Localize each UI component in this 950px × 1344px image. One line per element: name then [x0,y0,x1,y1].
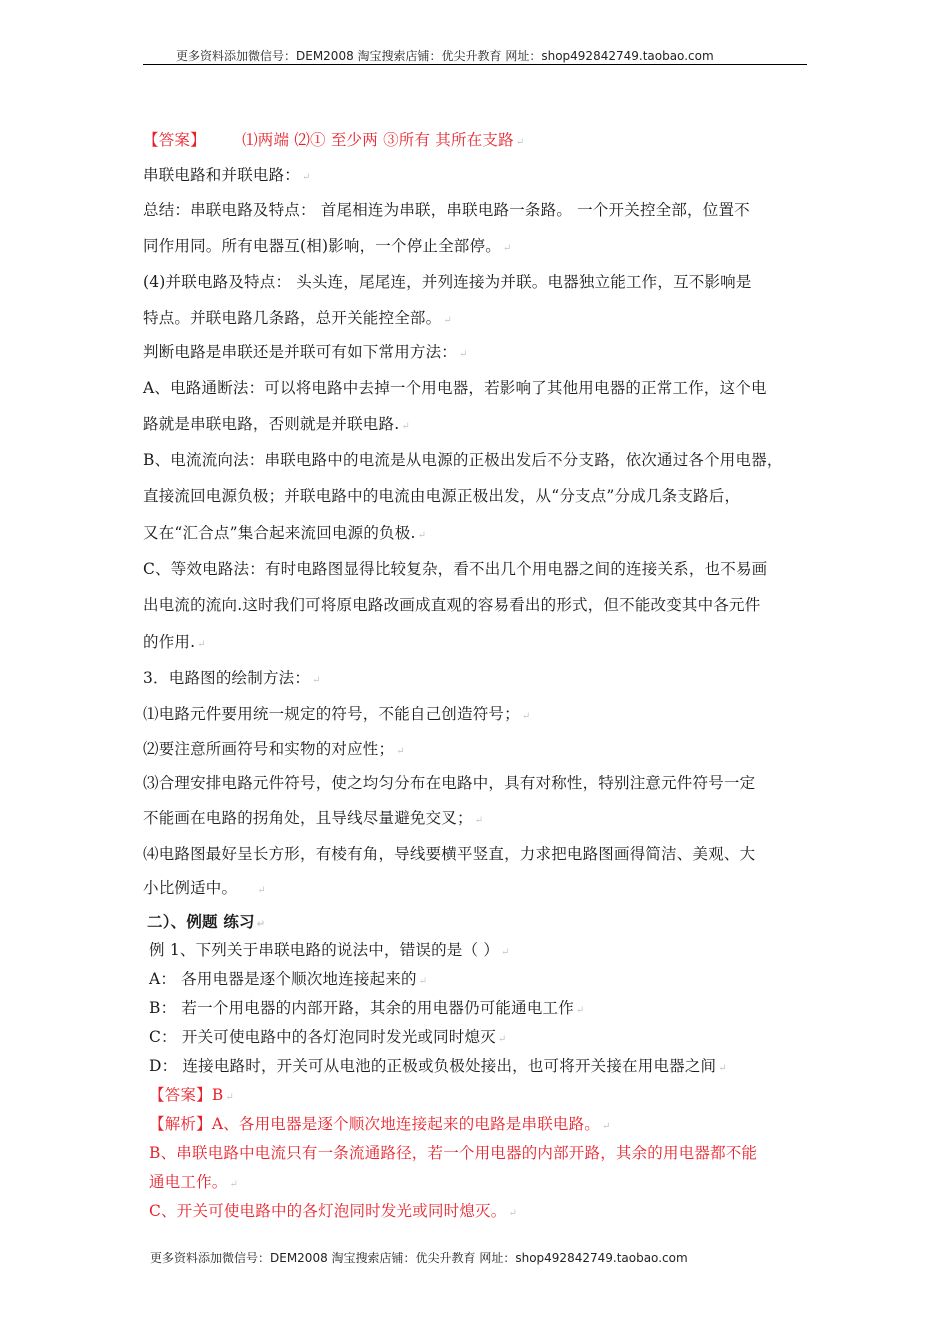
header-rule [143,64,807,65]
body-line: A、电路通断法：可以将电路中去掉一个用电器，若影响了其他用电器的正常工作，这个电 [143,379,767,397]
body-line: C、等效电路法：有时电路图显得比较复杂，看不出几个用电器之间的连接关系，也不易画 [143,560,768,578]
analysis-b: B、串联电路中电流只有一条流通路径，若一个用电器的内部开路，其余的用电器都不能 [149,1144,758,1162]
body-line: 特点。并联电路几条路，总开关能控全部。 ↵ [143,309,452,327]
body-line: 判断电路是串联还是并联可有如下常用方法： ↵ [143,343,468,361]
body-line: 直接流回电源负极；并联电路中的电流由电源正极出发，从“分支点”分成几条支路后， [143,487,741,505]
body-line: ⑴电路元件要用统一规定的符号，不能自己创造符号； ↵ [143,705,531,723]
section-title: 二）、例题 练习 ↵ [147,913,266,931]
body-line: 出电流的流向.这时我们可将原电路改画成直观的容易看出的形式，但不能改变其中各元件 [143,596,761,614]
answer-block-1: 【答案】 ⑴两端 ⑵① 至少两 ③所有 其所在支路 ↵ [143,131,525,149]
analysis-b-cont: 通电工作。 ↵ [149,1173,239,1191]
analysis-c: C、开关可使电路中的各灯泡同时发光或同时熄灭。 ↵ [149,1202,518,1220]
body-line: 串联电路和并联电路： ↵ [143,166,311,184]
example-question: 例 1、下列关于串联电路的说法中，错误的是（ ） ↵ [149,941,510,959]
answer-text: ⑴两端 ⑵① 至少两 ③所有 其所在支路 [242,131,514,149]
body-line: 同作用同。所有电器互(相)影响，一个停止全部停。 ↵ [143,237,512,255]
body-line: ⑵要注意所画符号和实物的对应性； ↵ [143,740,405,758]
body-line: 小比例适中。 ↵ [143,879,266,897]
option-a: A： 各用电器是逐个顺次地连接起来的 ↵ [149,970,428,988]
page-footer: 更多资料添加微信号：DEM2008 淘宝搜索店铺：优尖升教育 网址：shop492842749.taobao.com [150,1251,688,1265]
answer-block-2: 【答案】B ↵ [149,1086,234,1104]
page-header: 更多资料添加微信号：DEM2008 淘宝搜索店铺：优尖升教育 网址：shop492842749.taobao.com [176,49,714,63]
option-d: D： 连接电路时，开关可从电池的正极或负极处接出，也可将开关接在用电器之间 ↵ [149,1057,727,1075]
body-line: 路就是串联电路，否则就是并联电路. ↵ [143,415,410,433]
option-c: C： 开关可使电路中的各灯泡同时发光或同时熄灭 ↵ [149,1028,507,1046]
body-line: 不能画在电路的拐角处，且导线尽量避免交叉； ↵ [143,809,484,827]
body-line: 总结：串联电路及特点： 首尾相连为串联，串联电路一条路。 一个开关控全部，位置不 [143,201,750,219]
body-line: ⑶合理安排电路元件符号，使之均匀分布在电路中，具有对称性，特别注意元件符号一定 [143,774,756,792]
body-line: B、电流流向法：串联电路中的电流是从电源的正极出发后不分支路，依次通过各个用电器， [143,451,783,469]
body-line: 3．电路图的绘制方法： ↵ [143,669,321,687]
analysis-a: 【解析】A、各用电器是逐个顺次地连接起来的电路是串联电路。 ↵ [149,1115,611,1133]
body-line: ⑷电路图最好呈长方形，有棱有角，导线要横平竖直，力求把电路图画得简洁、美观、大 [143,845,756,863]
option-b: B： 若一个用电器的内部开路，其余的用电器仍可能通电工作 ↵ [149,999,585,1017]
answer-label: 【答案】 [143,131,206,149]
body-line: 又在“汇合点”集合起来流回电源的负极. ↵ [143,524,427,542]
body-line: 的作用. ↵ [143,633,206,651]
body-line: (4)并联电路及特点： 头头连，尾尾连，并列连接为并联。电器独立能工作，互不影响是 [143,273,752,291]
